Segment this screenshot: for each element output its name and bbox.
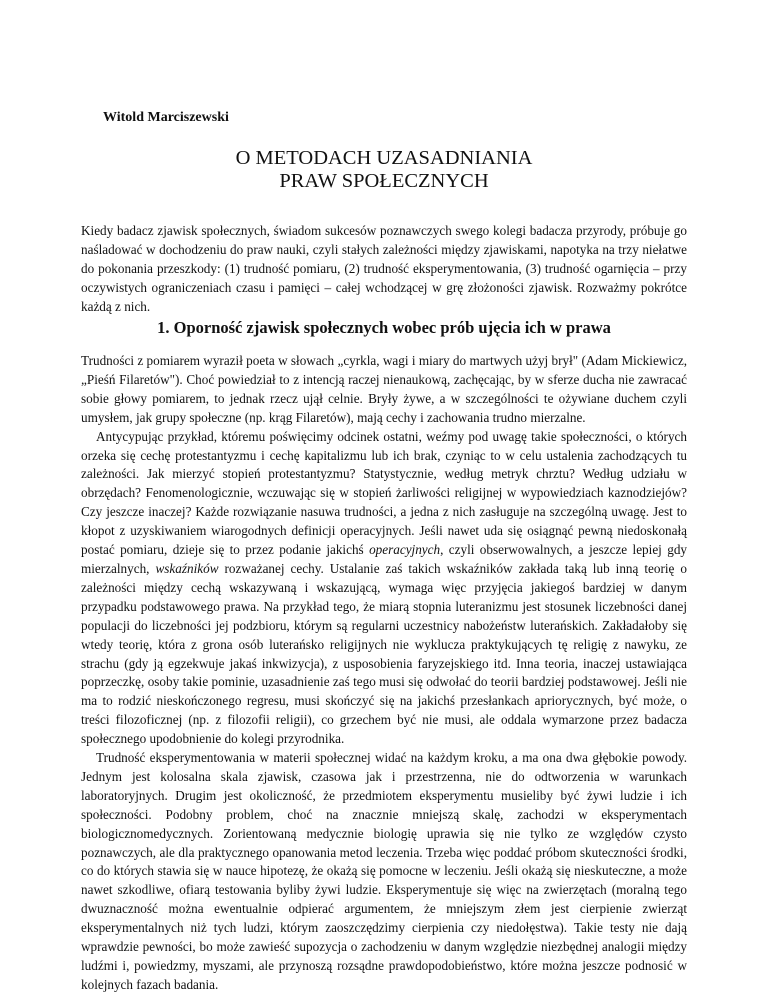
document-title (81, 147, 687, 193)
body-paragraph-3: Trudność eksperymentowania w materii społecznej widać na każdym kroku, a ma ona dwa głębokie powody. Jednym jest kolosalna skala zjawisk, czasowa jak i przestrzenna, nie do odtworzenia w warunkach laboratoryjnych. Drugim jest okoliczność, że przedmiotem eksperymentu musieliby być żywi ludzie i ich społeczności. Podobny problem, choć na znacznie mniejszą skalę, zachodzi w eksperymentach biologicznomedycznych. Zorientowaną medycznie biologię uprawia się nie tylko ze względów czysto poznawczych, ale dla praktycznego opanowania metod leczenia. Trzeba więc poddać próbom skuteczności środki, co do których stawia się w nauce hipotezę, że okażą się pomocne w leczeniu. Jeśli okażą się nieskuteczne, a może nawet szkodliwe, ofiarą testowania byliby żywi ludzie. Eksperymentuje się więc na zwierzętach (moralną tego dwuznaczność można ewentualnie odpierać argumentem, że mniejszym złem jest cierpienie zwierząt eksperymentalnych niż tych ludzi, którym zaoszczędzimy cierpienia czy niedołęstwa). Takie testy nie dają wprawdzie pewności, bo może zawieść supozycja o zachodzeniu w danym względzie niezbędnej analogii między ludźmi i, powiedzmy, myszami, ale przynoszą rozsądne prawdopodobieństwo, które można jeszcze podnosić w kolejnych fazach badania. (81, 750, 687, 992)
body-paragraph-2 (81, 428, 687, 749)
section-heading: 1. Oporność zjawisk społecznych wobec prób ujęcia ich w prawa (157, 318, 611, 337)
italic-term-wskaznikow: wskaźników (155, 560, 219, 576)
abstract-paragraph: Kiedy badacz zjawisk społecznych, świadom sukcesów poznawczych swego kolegi badacza przyrody, próbuje go naśladować w dochodzeniu do praw nauki, czyli stałych zależności między zjawiskami, napotyka na trzy niełatwe do pokonania przeszkody: (1) trudność pomiaru, (2) trudność eksperymentowania, (3) trudność ogarnięcia – przy oczywistych ograniczeniach czasu i pamięci – całej wchodzącej w grę złożoności zjawisk. Rozważmy pokrótce każdą z nich. (81, 223, 687, 314)
author-name: Witold Marciszewski (103, 110, 229, 125)
abstract (81, 222, 687, 317)
paragraph-2-text-c: rozważanej cechy. Ustalanie zaś takich wskaźników zakłada taką lub inną teorię o zależności między cechą wskazywaną i wskazującą, wymaga więc przyjęcia jakiegoś bardziej w danym przypadku podstawowego prawa. Na przykład tego, że miarą stopnia luteranizmu jest stosunek liczebności danej populacji do liczebności jej podzbioru, którym są regularni uczestnicy nabożeństw luterańskich. Zakładałoby się wtedy teorię, która z grona osób luterańsko religijnych nie wyklucza praktykujących tę religię z nawyku, ze strachu (gdy ją egzekwuje jakaś inkwizycja), z usposobienia faryzejskiego itd. Inna teoria, inaczej ustawiająca poprzeczkę, osoby takie pominie, uzasadnienie zaś tego musi się odwołać do teorii bardziej podstawowej. Jeśli nie ma to rodzić nieskończonego regresu, musi skończyć się na jakichś przesłankach apriorycznych, być może, o treści filozoficznej (np. z filozofii religii), co grzechem być nie musi, ale oddala wymarzone przez badacza społecznego upodobnienie do kolegi przyrodnika. (81, 560, 688, 747)
title-line-1: O METODACH UZASADNIANIA (235, 147, 533, 169)
paragraph-2-text-a: Antycypując przykład, któremu poświęcimy odcinek ostatni, weźmy pod uwagę takie społeczności, o których orzeka się cechę protestantyzmu i cechę kapitalizmu lub ich brak, czyniąc to w celu ustalenia zachodzących tu zależności. Jak mierzyć stopień protestantyzmu? Statystycznie, według metryk chrztu? Według udziału w obrzędach? Fenomenologicznie, wczuwając się w stopień żarliwości religijnej w wypowiedziach kaznodziejów? Czy jeszcze inaczej? Każde rozwiązanie nasuwa trudności, a jedna z nich zasługuje na szczególną uwagę. Jest to kłopot z uzyskiwaniem wiarogodnych definicji operacyjnych. Jeśli nawet uda się osiągnąć pewną niedoskonałą postać pomiaru, dzieje się to przez podanie jakichś (81, 428, 687, 558)
italic-term-operacyjnych: operacyjnych (369, 542, 441, 558)
body-paragraph-1: Trudności z pomiarem wyraził poeta w słowach „cyrkla, wagi i miary do martwych użyj brył" (Adam Mickiewicz, „Pieśń Filaretów"). Choć powiedział to z intencją raczej nienaukową, zachęcając, by w sferze ducha nie zawracać sobie głowy pomiarem, to jednak rzecz ujął celnie. Bryły żywe, a w szczególności te ożywiane duchem czyli umysłem, jak grupy społeczne (np. krąg Filaretów), mają cechy i zachowania trudno mierzalne. (81, 353, 687, 425)
section-body (81, 352, 687, 995)
paragraph-2-text-b: , czyli obserwowalnych, a jeszcze lepiej gdy mierzalnych, (81, 542, 688, 576)
title-line-2: PRAW SPOŁECZNYCH (279, 170, 489, 192)
